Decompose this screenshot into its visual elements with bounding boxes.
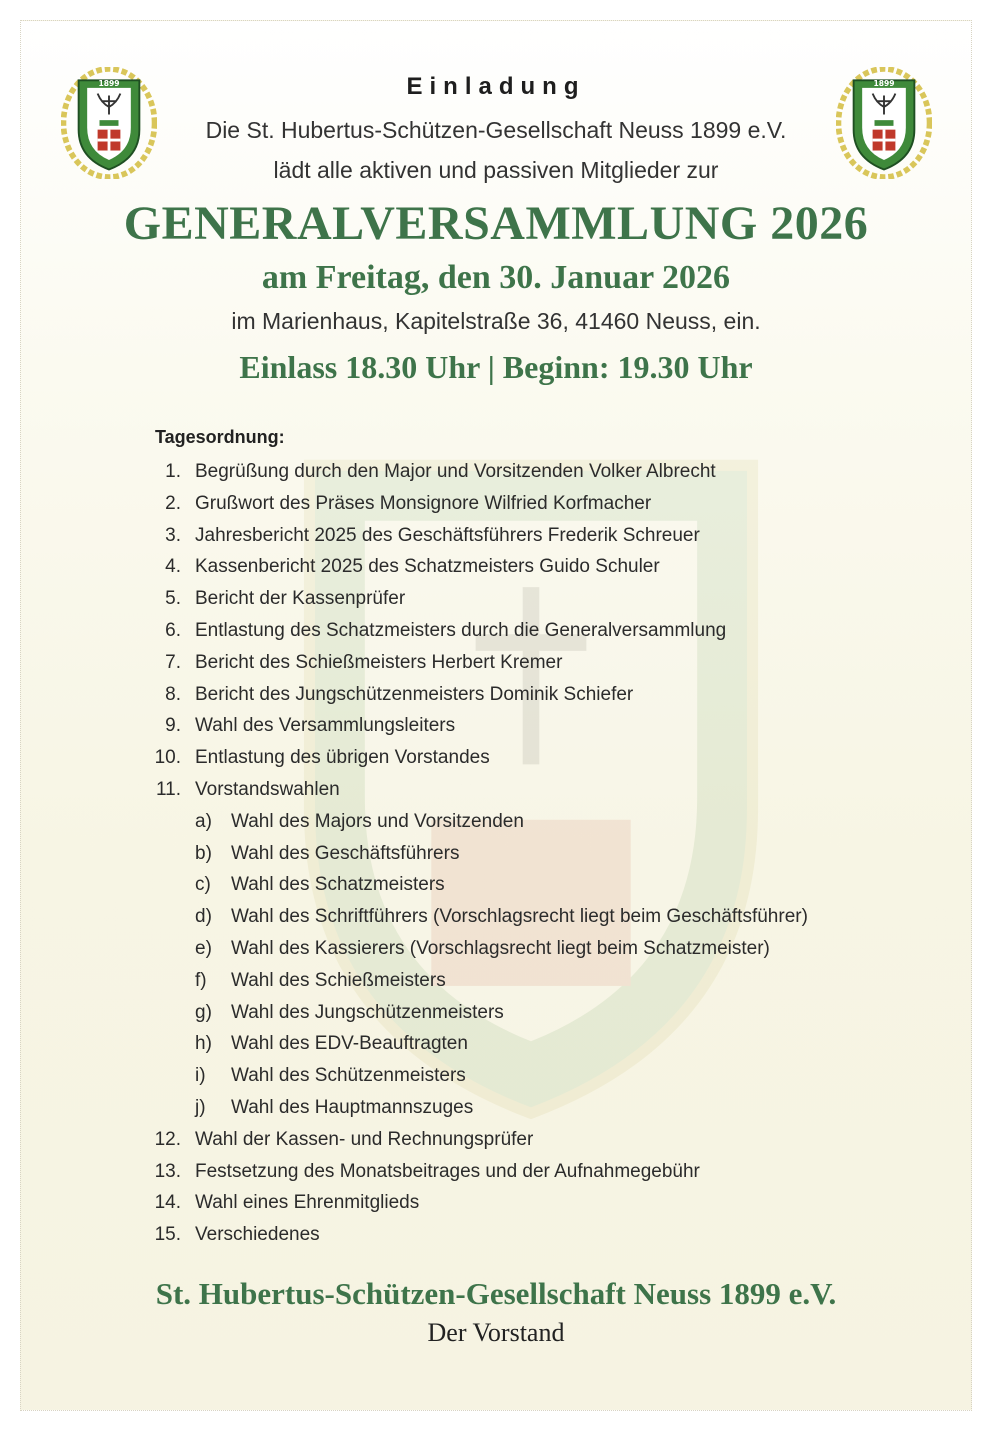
agenda-item (151, 1219, 931, 1251)
invitation-heading: Einladung (406, 73, 586, 100)
agenda-item (151, 456, 931, 488)
agenda-item (151, 615, 931, 647)
agenda-item-number: 7. (165, 651, 181, 673)
event-date: am Freitag, den 30. Januar 2026 (261, 259, 731, 296)
agenda-subitem-letter: c) (195, 874, 211, 896)
agenda-item (151, 742, 931, 774)
agenda-item-number: 4. (165, 556, 181, 578)
agenda-item (151, 710, 931, 742)
agenda-subitem-text: Wahl des Schriftführers (Vorschlagsrecht liegt beim Geschäftsführer) (231, 906, 808, 928)
agenda-subitem (151, 933, 931, 965)
agenda-item-text: Verschiedenes (195, 1224, 320, 1246)
agenda-subitem-text: Wahl des Schatzmeisters (231, 874, 445, 896)
agenda-subitem (151, 1092, 931, 1124)
footer-organization: St. Hubertus-Schützen-Gesellschaft Neuss 1899 e.V. (155, 1276, 837, 1311)
agenda-subitem (151, 1028, 931, 1060)
agenda-item-text: Bericht der Kassenprüfer (195, 588, 406, 610)
agenda-item-text: Kassenbericht 2025 des Schatzmeisters Guido Schuler (195, 556, 660, 578)
agenda-subitem-letter: f) (195, 969, 207, 991)
agenda-item-text: Vorstandswahlen (195, 778, 340, 800)
agenda-subitem-text: Wahl des Geschäftsführers (231, 842, 460, 864)
agenda-item-text: Begrüßung durch den Major und Vorsitzenden Volker Albrecht (195, 461, 716, 482)
agenda-item (151, 583, 931, 615)
intro-line-2: lädt alle aktiven und passiven Mitglieder zur (273, 157, 719, 183)
agenda-item-text: Festsetzung des Monatsbeitrages und der Aufnahmegebühr (195, 1160, 700, 1182)
agenda-item-number: 12. (154, 1128, 181, 1150)
agenda-subitem-letter: d) (195, 906, 212, 928)
agenda-item-number: 8. (165, 683, 181, 705)
agenda-subitem (151, 1060, 931, 1092)
agenda-item-number: 13. (154, 1160, 181, 1182)
intro-line-1: Die St. Hubertus-Schützen-Gesellschaft Neuss 1899 e.V. (205, 117, 787, 143)
agenda-subitem (151, 806, 931, 838)
agenda-subitem-letter: h) (195, 1033, 212, 1055)
agenda-item-number: 14. (154, 1192, 181, 1214)
agenda-subitem-letter: a) (195, 810, 212, 832)
agenda-subitem-text: Wahl des Schützenmeisters (231, 1065, 466, 1087)
agenda-item-text: Jahresbericht 2025 des Geschäftsführers Frederik Schreuer (195, 524, 700, 546)
agenda-item-number: 1. (165, 461, 181, 482)
agenda-subitem-letter: j) (195, 1096, 206, 1118)
agenda-item (151, 1187, 931, 1219)
agenda-item-number: 11. (155, 778, 181, 800)
agenda-item-number: 10. (154, 747, 181, 769)
event-location: im Marienhaus, Kapitelstraße 36, 41460 Neuss, ein. (231, 308, 761, 334)
agenda-item-text: Wahl des Versammlungsleiters (195, 715, 456, 737)
agenda-item-text: Bericht des Jungschützenmeisters Dominik Schiefer (195, 683, 634, 705)
agenda-item-number: 6. (165, 619, 181, 641)
agenda-subitem-text: Wahl des Jungschützenmeisters (231, 1001, 504, 1023)
event-title: GENERALVERSAMMLUNG 2026 (123, 197, 869, 250)
crest-left-year: 1899 (98, 78, 120, 88)
invitation-page (20, 20, 972, 1411)
agenda-subitem (151, 869, 931, 901)
agenda-list (151, 456, 931, 1251)
agenda-subitem (151, 838, 931, 870)
agenda-subitem-letter: g) (195, 1001, 212, 1023)
agenda-item-text: Entlastung des Schatzmeisters durch die Generalversammlung (195, 619, 727, 641)
agenda-item-text: Entlastung des übrigen Vorstandes (195, 747, 490, 769)
agenda-item-number: 9. (165, 715, 181, 737)
agenda-item (151, 1124, 931, 1156)
agenda-subitem (151, 901, 931, 933)
agenda-subitem-letter: e) (195, 937, 212, 959)
agenda-subitem (151, 997, 931, 1029)
agenda-item (151, 647, 931, 679)
event-times: Einlass 18.30 Uhr | Beginn: 19.30 Uhr (239, 349, 753, 385)
agenda-item (151, 774, 931, 806)
agenda-subitem-text: Wahl des EDV-Beauftragten (231, 1033, 468, 1055)
agenda-subitem-letter: b) (195, 842, 212, 864)
agenda-item (151, 520, 931, 552)
agenda-item-text: Wahl eines Ehrenmitglieds (195, 1192, 420, 1214)
agenda-subitem-text: Wahl des Hauptmannszuges (231, 1096, 474, 1118)
agenda-item-text: Wahl der Kassen- und Rechnungsprüfer (195, 1128, 534, 1150)
crest-right-year: 1899 (873, 78, 895, 88)
agenda-subitem-text: Wahl des Kassierers (Vorschlagsrecht liegt beim Schatzmeister) (231, 937, 770, 959)
agenda-item-text: Grußwort des Präses Monsignore Wilfried Korfmacher (195, 492, 652, 514)
agenda-subitem (151, 965, 931, 997)
agenda-item-number: 3. (165, 524, 181, 546)
agenda-item-number: 5. (165, 588, 181, 610)
agenda-item-text: Bericht des Schießmeisters Herbert Kremer (195, 651, 563, 673)
agenda-item (151, 551, 931, 583)
agenda-subitem-letter: i) (195, 1065, 206, 1087)
agenda-item (151, 488, 931, 520)
agenda-item (151, 679, 931, 711)
agenda-title: Tagesordnung: (155, 427, 285, 447)
agenda-item-number: 15. (154, 1224, 181, 1246)
agenda-item-number: 2. (165, 492, 181, 514)
agenda-subitem-text: Wahl des Schießmeisters (231, 969, 446, 991)
agenda-subitem-text: Wahl des Majors und Vorsitzenden (231, 810, 524, 832)
footer-board: Der Vorstand (427, 1318, 565, 1347)
agenda-item (151, 1156, 931, 1188)
